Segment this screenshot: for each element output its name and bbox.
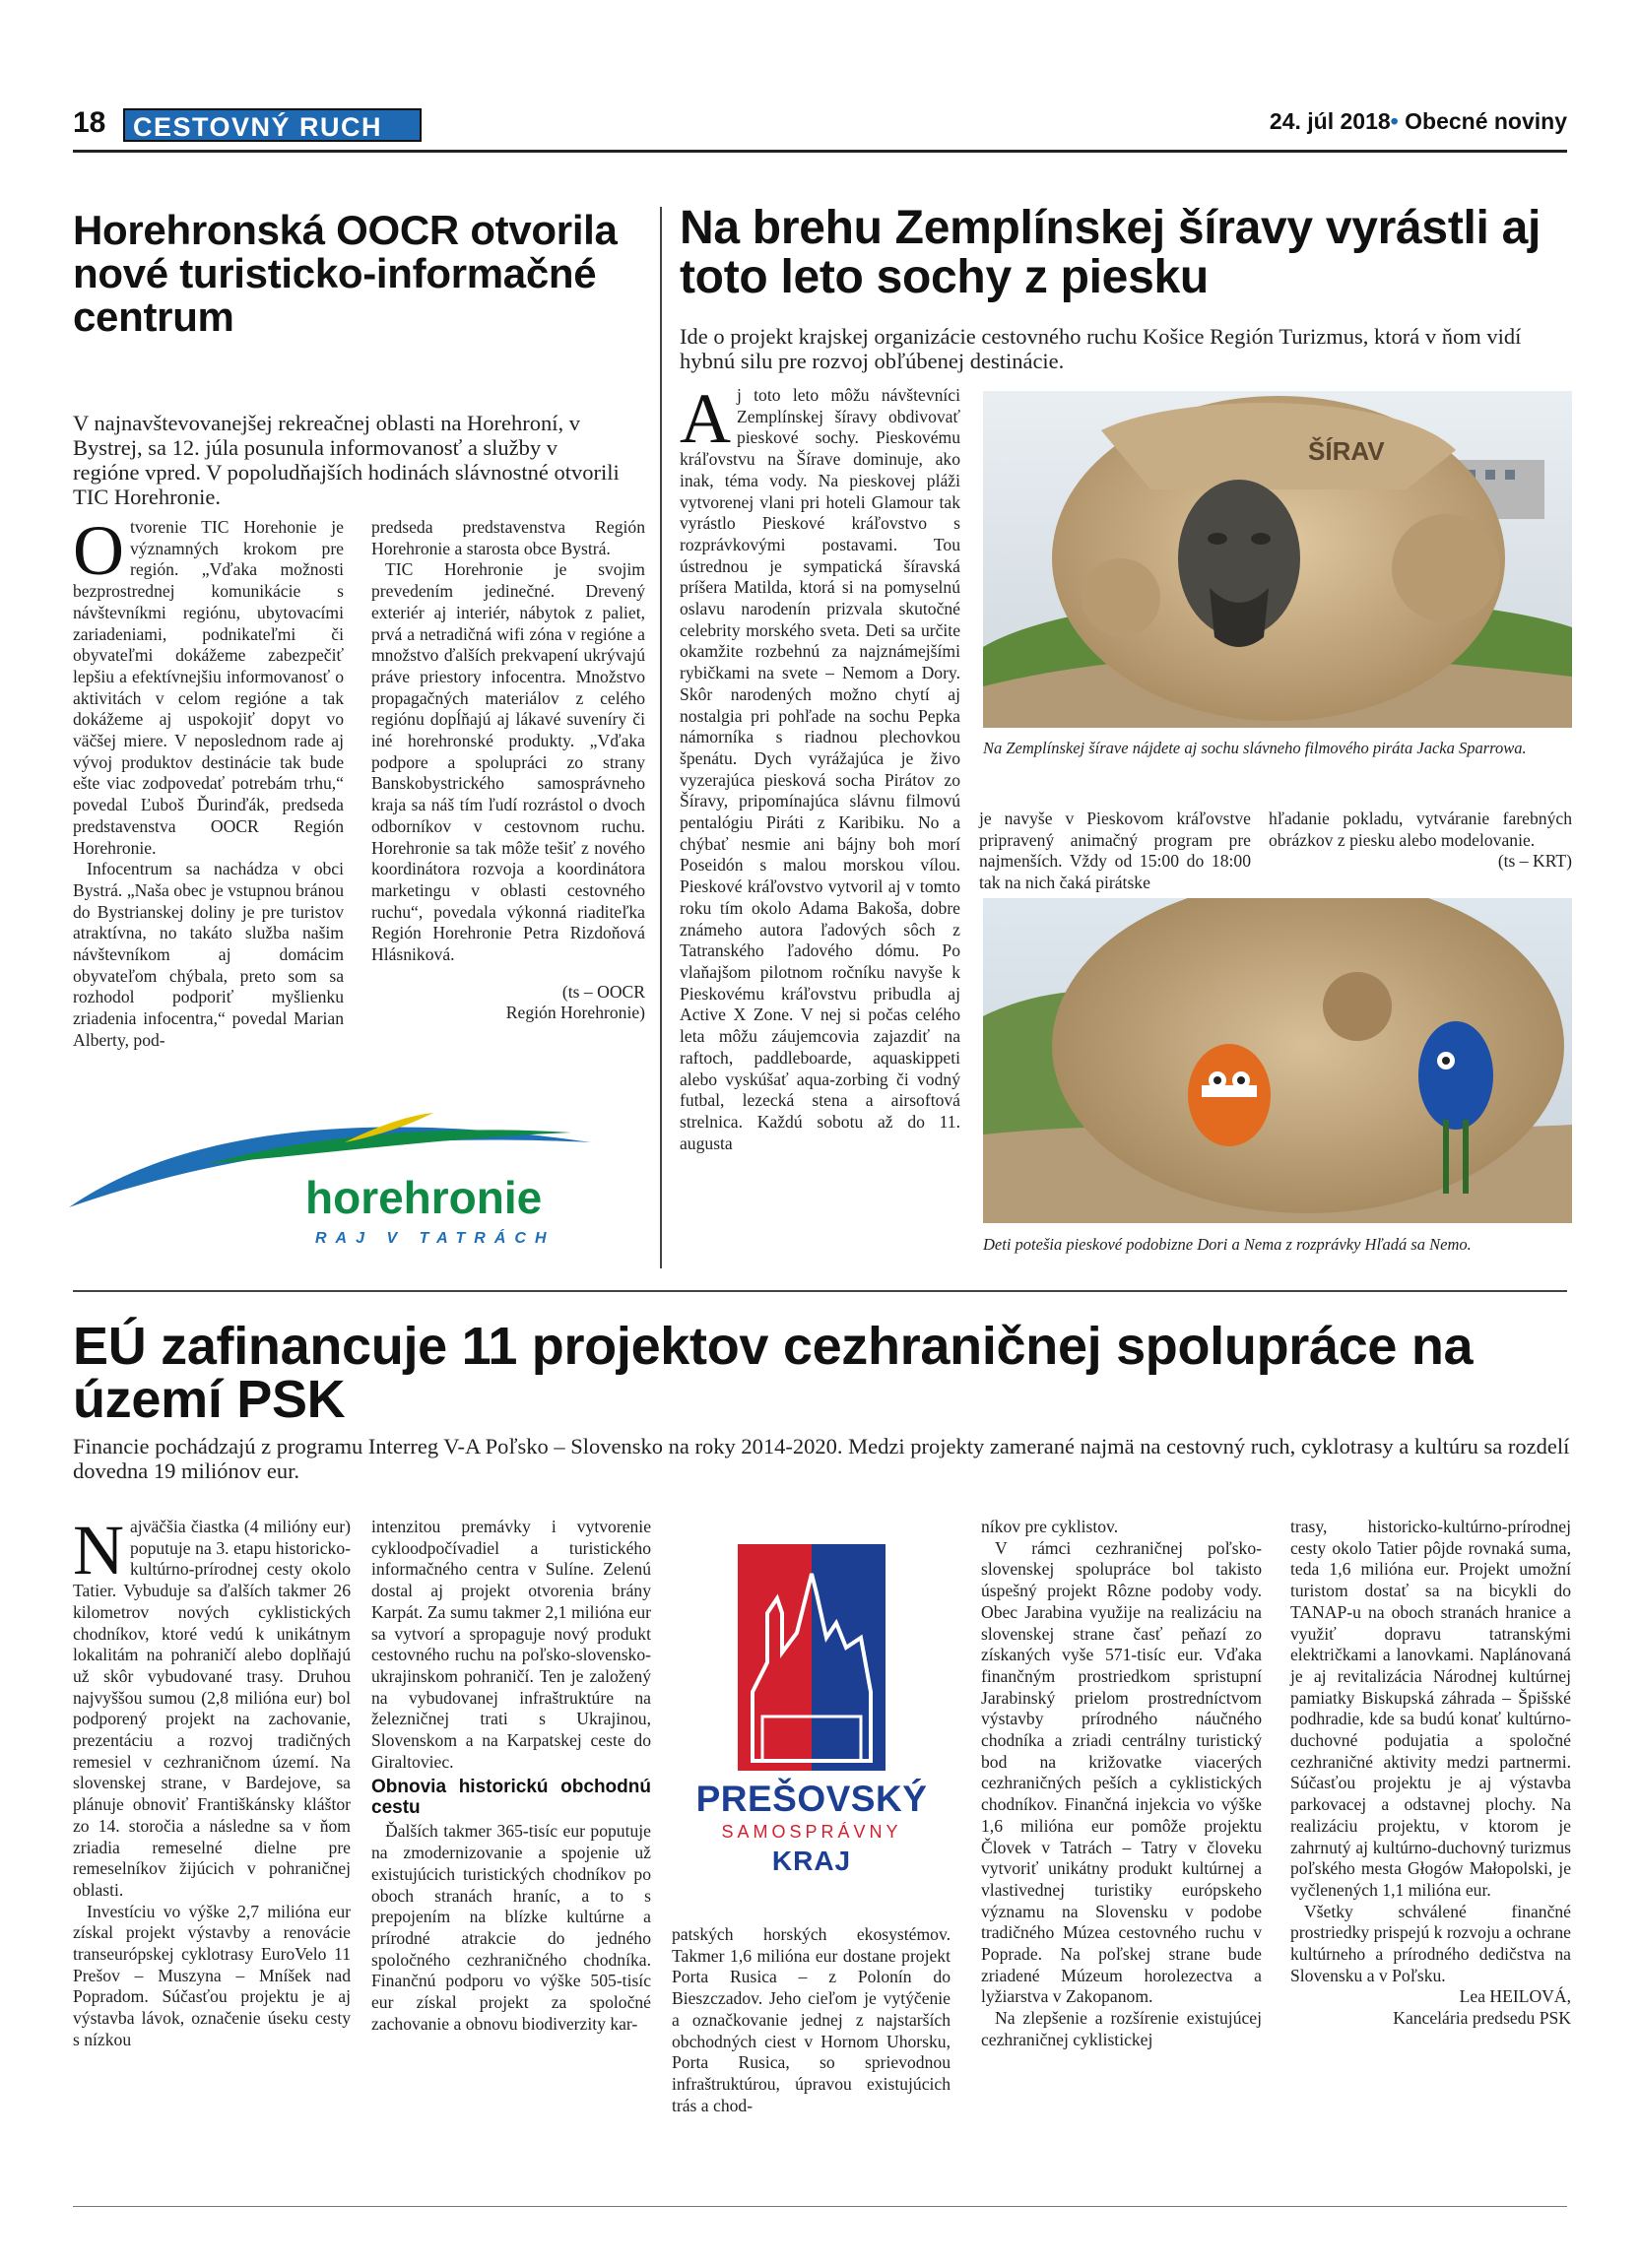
article3-column-5	[1290, 1517, 1571, 2030]
photo1-sign-text: ŠÍRAV	[1308, 436, 1385, 466]
psk-logo-line2: SAMOSPRÁVNY	[721, 1822, 902, 1842]
section-rule	[73, 1290, 1567, 1292]
article3-paragraph: trasy, historicko-kultúrno-prírodnej cesty okolo Tatier pôjde rovnaká suma, teda 1,6 milióna eur. Projekt umožní turistom dostať sa na bicykli do TANAP-u na oboch stranách hranice a využiť dopravu tatranskými električkami a lanovkami. Naplánovaná je aj revitalizácia Národnej kultúrnej pamiatky Biskupská záhrada – Špišské podhradie, kde sa budú konať kultúrno-duchovné podujatia a spoločné cezhraničné aktivity medzi partnermi. Súčasťou projektu je aj výstavba parkovacej a odstavnej plochy. Na realizáciu projektu, v ktorom je zahrnutý aj kultúrno-duchovný turizmus poľského mesta Głogów Małopolski, je vyčlenených 1,1 milióna eur.	[1290, 1517, 1571, 1900]
photo1-caption: Na Zemplínskej šírave nájdete aj sochu slávneho filmového piráta Jacka Sparrowa.	[983, 739, 1527, 757]
article2-paragraph: je navyše v Pieskovom kráľovstve pripravený animačný program pre najmenších. Vždy od 15:00 do 18:00 tak na nich čaká pirátske	[979, 809, 1251, 893]
section-label: CESTOVNÝ RUCH	[123, 108, 422, 142]
photo2-caption: Deti potešia pieskové podobizne Dori a Nema z rozprávky Hľadá sa Nemo.	[983, 1235, 1472, 1254]
separator-dot: •	[1390, 108, 1399, 134]
article3-paragraph: Na zlepšenie a rozšírenie existujúcej cezhraničnej cyklistickej	[981, 2008, 1262, 2049]
article2-column-3	[1269, 809, 1572, 873]
pirate-sand-sculpture-photo	[983, 391, 1572, 728]
article2-column-1	[680, 379, 960, 1154]
article3-column-1	[73, 1511, 351, 2051]
article3-dropcap: N	[73, 1511, 124, 1589]
article3-paragraph: Investíciu vo výške 2,7 milióna eur získal projekt výstavby a renovácie transeurópskej cyklotrasy EuroVelo 11 Prešov – Muszyna – Mníšek nad Popradom. Súčasťou projektu je aj výstavba lávok, označenie úseku cesty s nízkou	[73, 1901, 351, 2049]
psk-logo-line3: KRAJ	[771, 1846, 852, 1876]
article3-column-3	[672, 1924, 951, 2116]
article3-paragraph: Ďalších takmer 365-tisíc eur poputuje na zmodernizovanie a spojenie už existujúcich turistických chodníkov po oboch stranách hraníc, a to s prepojením na blízke kultúrne a prírodné atrakcie do jedného spoločného cezhraničného chodníka. Finančnú podporu vo výške 505-tisíc eur získal projekt za spoločné zachovanie a obnovu biodiverzity kar-	[371, 1821, 651, 2034]
publication-name: Obecné noviny	[1405, 108, 1567, 134]
nemo-dory-sand-sculpture-photo	[983, 898, 1572, 1223]
article2-paragraph: hľadanie pokladu, vytváranie farebných obrázkov z piesku alebo modelovanie.	[1269, 809, 1572, 850]
article3-paragraph: patských horských ekosystémov. Takmer 1,6 milióna eur dostane projekt Porta Rusica – z Polonín do Bieszczadov. Jeho cieľom je vytýčenie a označkovanie jednej z najstarších obchodných ciest v Hornom Uhorsku, Porta Rusica, so sprievodnou infraštruktúrou, úpravou existujúcich trás a chod-	[672, 1924, 951, 2115]
article1-dropcap: O	[73, 511, 124, 590]
article3-subhead: Obnovia historickú obchodnú cestu	[371, 1777, 651, 1819]
article3-signature-1: Lea HEILOVÁ,	[1459, 1986, 1571, 2007]
article1-signature-1: (ts – OOCR	[561, 981, 645, 1002]
article3-title: EÚ zafinancuje 11 projektov cezhraničnej spolupráce na území PSK	[73, 1317, 1474, 1429]
article1-paragraph: predseda predstavenstva Región Horehronie a starosta obce Bystrá.	[371, 517, 645, 558]
article3-paragraph: níkov pre cyklistov.	[981, 1517, 1119, 1536]
issue-date: 24. júl 2018	[1269, 108, 1391, 134]
article2-lead: Ide o projekt krajskej organizácie cestovného ruchu Košice Región Turizmus, ktorá v ňom vidí hybnú silu pre rozvoj obľúbenej destinácie.	[680, 324, 1522, 373]
article2-paragraph: j toto leto môžu návštevníci Zemplínskej šíravy obdivovať pieskové sochy. Pieskovému kráľovstvu na Šírave dominuje, ako inak, téma vody. Na pieskovej pláži vytvorenej vlani pri hoteli Glamour tak vyrástlo Pieskové kráľovstvo s rozprávkovými postavami. Tou ústrednou je sympatická šíravská príšera Matilda, ktorá si na pomyselnú oslavu narodenín prizvala skutočné celebrity morského sveta. Deti sa určite okamžite rozbehnú za najznámejšími rybičkami na svete – Nemom a Dory. Skôr narodených možno chytí aj nostalgia pri pohľade na sochu Pepka námorníka s riadnou plechovkou špenátu. Dych vyrážajúca je živo vyzerajúca piesková socha Pirátov zo Šíravy, pripomínajúca slávnu filmovú pentalógiu Piráti z Karibiku. No a chýbať nesmie ani bájny boh morí Poseidón s malou morskou vílou. Pieskové kráľovstvo vytvoril aj v tomto roku tím okolo Adama Bakoša, dobre známeho autora ľadových sôch z Tatranského ľadového dómu. Po vlaňajšom pilotnom ročníku navyše k Pieskovému kráľovstvu pribudla aj Active X Zone. V nej si počas celého leta môžu záujemcovia zajazdiť na raftoch, paddleboarde, aquaskippeti alebo vyskúšať aqua-zorbing či vodný futbal, lezecká stena a airsoftová strelnica. Každú sobotu až do 11. augusta	[680, 385, 960, 1153]
article1-paragraph: Infocentrum sa nachádza v obci Bystrá. „Naša obec je vstupnou bránou do Bystrianskej doliny je pre turistov atraktívna, no takáto služba našim návštevníkom aj domácim obyvateľom chýbala, preto som sa rozhodol podporiť myšlienku zriadenia infocentra,“ povedal Marian Alberty, pod-	[73, 859, 344, 1050]
horehronie-logo-tagline: RAJ V TATRÁCH	[315, 1230, 556, 1247]
page-number: 18	[73, 106, 106, 139]
article2-dropcap: A	[680, 379, 731, 458]
article1-title: Horehronská OOCR otvorila nové turisticko-informačné centrum	[73, 207, 618, 340]
article2-signature: (ts – KRT)	[1497, 851, 1572, 872]
article1-paragraph: tvorenie TIC Horehonie je významných krokom pre región. „Vďaka možnosti bezprostrednej komunikácie s návštevníkmi regiónu, ubytovacími zariadeniami, podnikateľmi či obyvateľmi dokážeme zabezpečiť lepšiu a efektívnejšiu informovanosť o aktivitách v celom regióne a tak dokážeme aj uspokojiť dopyt vo väčšej miere. V neposlednom rade aj vývoj produktov destinácie tak bude ešte viac zodpovedať potrebám trhu,“ povedal Ľuboš Ďurinďák, predseda predstavenstva OOCR Región Horehronie.	[73, 517, 344, 858]
column-divider	[660, 207, 662, 1268]
article2-column-2	[979, 809, 1251, 894]
article1-signature-2: Región Horehronie)	[505, 1003, 645, 1023]
article3-paragraph: ajväčšia čiastka (4 milióny eur) poputuje na 3. etapu historicko-kultúrno-prírodnej cesty okolo Tatier. Vybuduje sa ďalších takmer 26 kilometrov nových cyklistických chodníkov, ktoré vedú k unikátnym lokalitám na pohraničí alebo doplňajú už skôr vybudované trasy. Druhou najvyššou sumou (2,8 milióna eur) bol podporený projekt na zachovanie, prezentáciu a rozvoj tradičných remesiel v cezhraničnom území. Na slovenskej strane, v Bardejove, sa plánuje obnoviť Františkánsky kláštor zo 14. storočia a následne sa v ňom zriadia remeselné dielne pre remeselníkov žijúcich v pohraničnej oblasti.	[73, 1517, 351, 1900]
header-rule	[73, 150, 1567, 153]
article3-paragraph: intenzitou premávky i vytvorenie cykloodpočívadiel a turistického informačného centra v Sulíne. Zelenú dostal aj projekt otvorenia brány Karpát. Za sumu takmer 2,1 milióna eur sa vytvorí a spropaguje nový produkt cestovného ruchu na poľsko-slovensko-ukrajinskom pohraničí. Ten je založený na vybudovanej infraštruktúre na železničnej trati s Ukrajinou, Slovenskom a na Karpatskej ceste do Giraltoviec.	[371, 1517, 651, 1772]
article1-paragraph: TIC Horehronie je svojim prevedením jedinečné. Drevený exteriér aj interiér, nábytok z paliet, prvá a netradičná wifi zóna v regióne a množstvo ďalších prekvapení ukrývajú práve priestory infocentra. Množstvo propagačných materiálov z celého regiónu dopĺňajú aj lákavé suveníry či iné horehronské produkty. „Vďaka podpore a spolupráci zo strany Banskobystrického samosprávneho kraja sa náš tím ľudí rozrástol o dvoch odborníkov v cestovnom ruchu. Horehronie sa tak môže tešiť z nového koordinátora rozvoja a koordinátora marketingu v oblasti cestovného ruchu“, povedala výkonná riaditeľka Región Horehronie Petra Rizdoňová Hlásniková.	[371, 559, 645, 965]
article1-column-1	[73, 511, 344, 1052]
article3-column-2	[371, 1517, 651, 2035]
issue-info	[1270, 108, 1567, 135]
footer-rule	[73, 2206, 1567, 2207]
horehronie-logo-word: horehronie	[305, 1172, 543, 1223]
horehronie-logo	[59, 1113, 630, 1256]
article3-paragraph: V rámci cezhraničnej poľsko-slovenskej spolupráce bol takisto úspešný projekt Rôzne podoby vody. Obec Jarabina využije na realizáciu na slovenskej strane časť peňazí zo získaných vyše 571-tisíc eur. Vďaka finančným prostriedkom spristupní Jarabinský prielom prostredníctvom výstavby prírodného náučného chodníka a zriadi centrálny turistický bod na križovatke viacerých cezhraničných peších a cyklistických chodníkov. Finančná injekcia vo výške 1,6 milióna eur pomôže projektu Človek v Tatrách – Tatry v človeku vytvoriť unikátny produkt kultúrnej a vlastivednej turistiky európskeho významu na Slovensku v podobe tradičného Múzea cestovného ruchu v Poprade. Na poľskej strane bude zriadené Múzeum horolezectva a lyžiarstva v Zakopanom.	[981, 1537, 1262, 2007]
psk-logo-line1: PREŠOVSKÝ	[695, 1779, 928, 1819]
article3-signature-2: Kancelária predsedu PSK	[1393, 2008, 1571, 2029]
article3-column-4	[981, 1517, 1262, 2051]
article1-column-2	[371, 517, 645, 1024]
article1-lead: V najnavštevovanejšej rekreačnej oblasti na Horehroní, v Bystrej, sa 12. júla posunula informovanosť a služby v regióne vpred. V popoludňajších hodinách slávnostné otvorili TIC Horehronie.	[73, 411, 620, 509]
article3-paragraph: Všetky schválené finančné prostriedky prispejú k rozvoju a ochrane kultúrneho a prírodného dedičstva na Slovensku a v Poľsku.	[1290, 1901, 1571, 1985]
article2-title: Na brehu Zemplínskej šíravy vyrástli aj toto leto sochy z piesku	[680, 202, 1542, 303]
article3-lead: Financie pochádzajú z programu Interreg V-A Poľsko – Slovensko na roky 2014-2020. Medzi projekty zamerané najmä na cestovný ruch, cyklotrasy a kultúru sa rozdelí dovedna 19 miliónov eur.	[73, 1434, 1570, 1483]
